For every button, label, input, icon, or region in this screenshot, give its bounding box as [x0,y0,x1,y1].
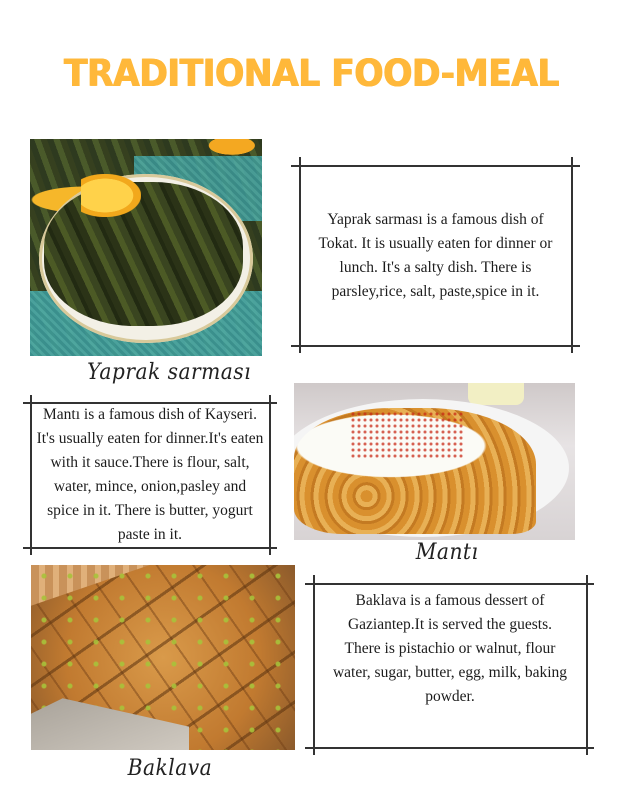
description-line: Baklava is a famous dessert of [355,592,545,609]
frame-line [23,547,277,549]
manti-description [24,403,276,547]
description-line: with it sauce.There is flour, salt, [50,454,250,471]
frame-line [291,345,580,347]
manti-photo [294,383,575,540]
description-line: lunch. It's a salty dish. There is [339,258,532,276]
description-line: powder. [425,688,475,705]
lemon-slices [81,174,141,217]
frame-line [305,747,594,749]
description-line: Gaziantep.It is served the guests. [347,616,553,633]
yaprak-sarmasi-photo [30,139,262,356]
description-line: water, sugar, butter, egg, milk, baking [332,664,568,681]
baklava-description [314,584,586,714]
frame-line [586,575,588,755]
yaprak-sarmasi-caption: Yaprak sarması [87,360,252,385]
baklava-caption: Baklava [127,756,213,781]
manti-caption: Mantı [415,540,479,565]
description-line: There is pistachio or walnut, flour [344,640,556,657]
description-line: water, mince, onion,pasley and [53,478,247,495]
description-line: It's usually eaten for dinner.It's eaten [36,430,264,447]
description-line: paste in it. [117,526,183,543]
description-line: Tokat. It is usually eaten for dinner or [318,234,553,252]
pepper-flakes [350,411,462,458]
vine-leaf-rolls [44,182,244,325]
frame-line [571,157,573,353]
glass [468,383,524,405]
baklava-photo [31,565,295,750]
description-line: parsley,rice, salt, paste,spice in it. [331,282,540,300]
description-line: Yaprak sarması is a famous dish of [327,210,544,228]
description-line: Mantı is a famous dish of Kayseri. [43,406,257,423]
description-line: spice in it. There is butter, yogurt [47,502,253,519]
page-title: TRADITIONAL FOOD-MEAL [64,52,559,95]
yaprak-sarmasi-description [300,166,571,345]
